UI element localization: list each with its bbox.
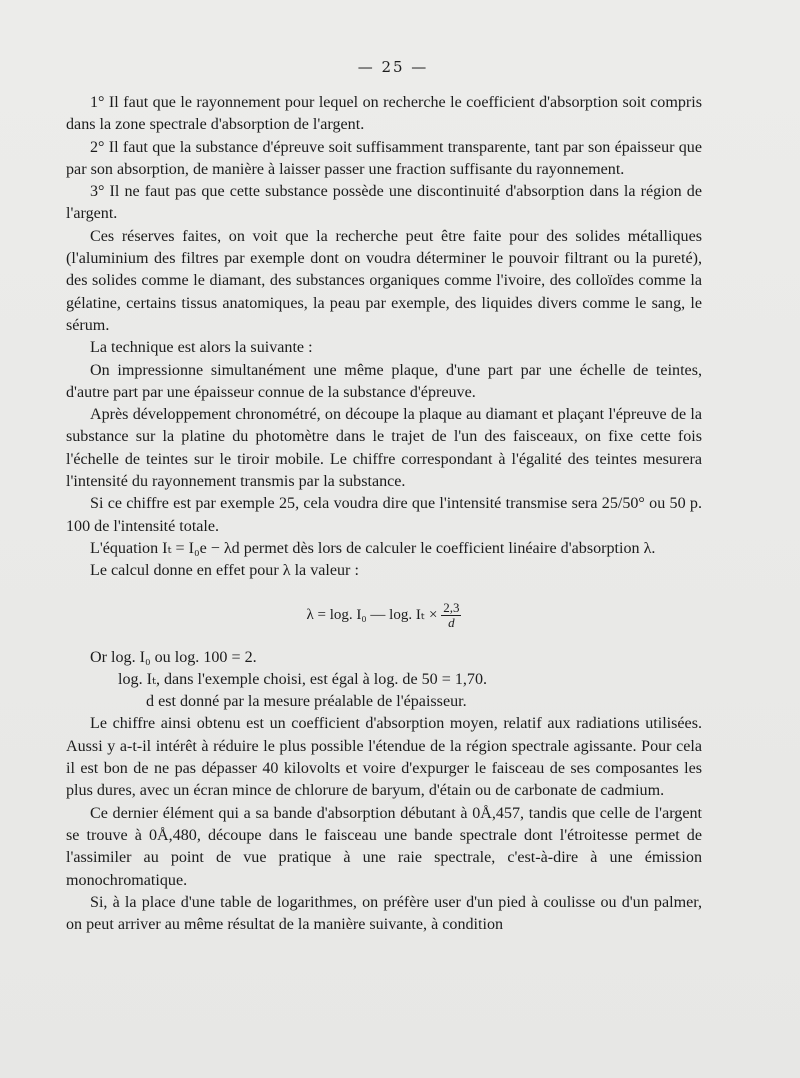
paragraph-cadmium: Ce dernier élément qui a sa bande d'absorption débutant à 0Å,457, tandis que celle de l'argent se trouve à 0Å,480, découpe dans le faisceau une bande spectrale dont l'étroitesse permet de l'assimiler au point de vue pratique à une raie spectrale, c'est-à-dire à une émission monochromatique.: [66, 804, 702, 889]
page-number: — 25 —: [357, 58, 429, 76]
formula-denominator: d: [448, 614, 455, 630]
formula-main: λ = log. I₀ — log. Iₜ ×: [306, 606, 438, 623]
page-body: [66, 92, 702, 936]
paragraph-equation: L'équation Iₜ = I₀e − λd permet dès lors de calculer le coefficient linéaire d'absorption λ.: [90, 539, 656, 557]
paragraph-condition-2: 2° Il faut que la substance d'épreuve soit suffisamment transparente, tant par son épaisseur que par son absorption, de manière à laisser passer une fraction suffisante du rayonnement.: [66, 138, 702, 178]
paragraph-impression: On impressionne simultanément une même plaque, d'une part par une échelle de teintes, d'autre part par une épaisseur connue de la substance d'épreuve.: [66, 361, 702, 401]
paragraph-pied-a-coulisse: Si, à la place d'une table de logarithmes, on préfère user d'un pied à coulisse ou d'un palmer, on peut arriver au même résultat de la manière suivante, à condition: [66, 893, 702, 934]
paragraph-condition-1: 1° Il faut que le rayonnement pour lequel on recherche le coefficient d'absorption soit compris dans la zone spectrale d'absorption de l'argent.: [66, 94, 702, 134]
paragraph-example: Si ce chiffre est par exemple 25, cela voudra dire que l'intensité transmise sera 25/50° ou 50 p. 100 de l'intensité totale.: [66, 495, 702, 535]
paragraph-reserves: Ces réserves faites, on voit que la recherche peut être faite pour des solides métalliques (l'aluminium des filtres par exemple dont on voudra déterminer le pouvoir filtrant ou la pureté), des solides comme le diamant, des substances organiques comme l'ivoire, des colloïdes comme la gélatine, certains tissus anatomiques, la peau par exemple, des liquides divers comme le sang, le sérum.: [66, 227, 702, 334]
paragraph-log-i0: Or log. I₀ ou log. 100 = 2.: [90, 648, 257, 666]
formula-fraction: [441, 601, 461, 630]
paragraph-technique-intro: La technique est alors la suivante :: [90, 339, 313, 357]
formula-lambda: [66, 583, 702, 647]
formula-numerator: 2,3: [443, 599, 460, 615]
paragraph-calcul: Le calcul donne en effet pour λ la valeur :: [90, 562, 359, 580]
paragraph-d: d est donné par la mesure préalable de l'épaisseur.: [146, 693, 467, 711]
paragraph-condition-3: 3° Il ne faut pas que cette substance possède une discontinuité d'absorption dans la région de l'argent.: [66, 183, 702, 223]
paragraph-coefficient-moyen: Le chiffre ainsi obtenu est un coefficient d'absorption moyen, relatif aux radiations utilisées. Aussi y a-t-il intérêt à réduire le plus possible l'étendue de la région spectrale agissante. Pour cela il est bon de ne pas dépasser 40 kilovolts et voire d'expurger le faisceau de ses composantes les plus dures, avec un écran mince de chlorure de baryum, d'étain ou de carbonate de cadmium.: [66, 715, 702, 800]
paragraph-log-it: log. Iₜ, dans l'exemple choisi, est égal à log. de 50 = 1,70.: [118, 670, 488, 688]
paragraph-development: Après développement chronométré, on découpe la plaque au diamant et plaçant l'épreuve de la substance sur la platine du photomètre dans le trajet de l'un des faisceaux, on fixe cette fois l'échelle de teintes sur le tiroir mobile. Le chiffre correspondant à l'égalité des teintes mesurera l'intensité du rayonnement transmis par la substance.: [66, 406, 702, 491]
